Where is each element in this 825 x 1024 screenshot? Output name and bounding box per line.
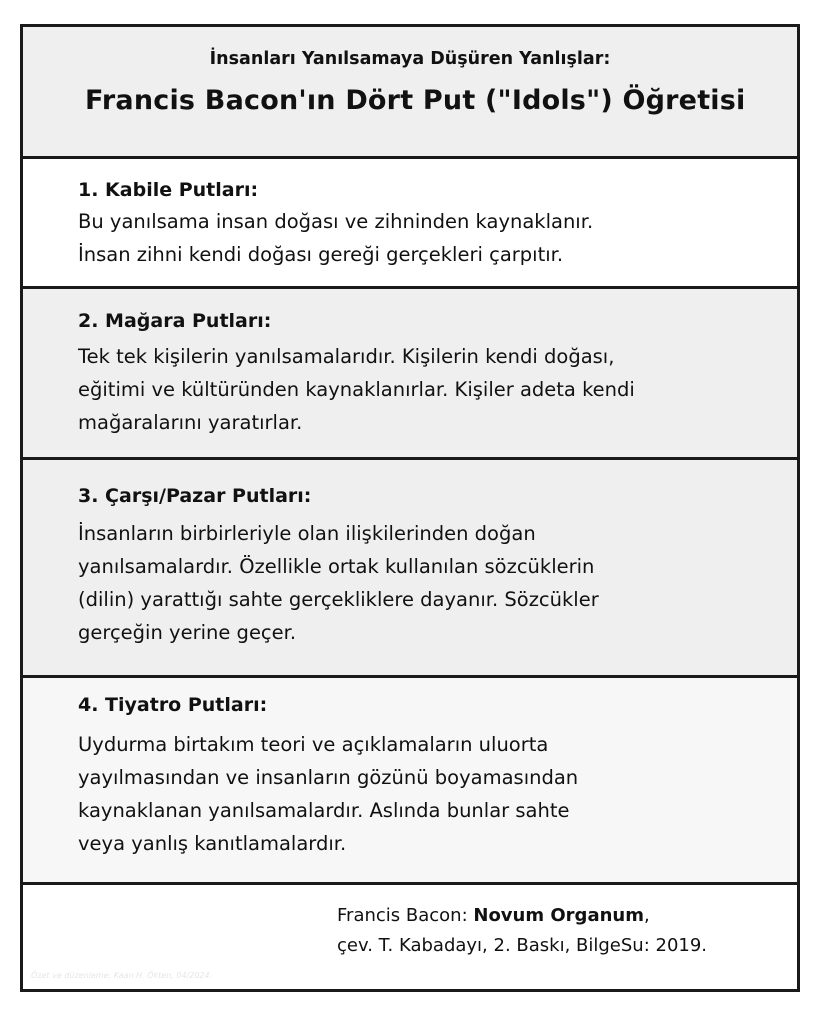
summary-note: Özet ve düzenleme: Kaan H. Ökten, 04/2024. <box>31 971 213 980</box>
idol-section-cave <box>23 289 797 457</box>
idol-title: 4. Tiyatro Putları: <box>78 694 268 716</box>
citation-author: Francis Bacon: <box>337 905 474 926</box>
header-section <box>23 27 797 156</box>
idol-description: Bu yanılsama insan doğası ve zihninden kaynaklanır. İnsan zihni kendi doğası gereği gerçekleri çarpıtır. <box>78 210 594 266</box>
idol-title: 2. Mağara Putları: <box>78 310 272 332</box>
citation-book-title: Novum Organum <box>473 905 644 926</box>
idol-description: İnsanların birbirleriyle olan ilişkilerinden doğan yanılsamalardır. Özellikle ortak kullanılan sözcüklerin (dilin) yarattığı sahte gerçekliklere dayanır. Sözcükler gerçeğin yerine geçer. <box>78 522 599 644</box>
idol-title: 1. Kabile Putları: <box>78 179 259 201</box>
idol-description: Uydurma birtakım teori ve açıklamaların uluorta yayılmasından ve insanların gözünü boyamasından kaynaklanan yanılsamalardır. Aslında bunlar sahte veya yanlış kanıtlamalardır. <box>78 733 579 855</box>
citation-edition: çev. T. Kabadayı, 2. Baskı, BilgeSu: 2019. <box>337 935 708 956</box>
citation-line-1 <box>337 901 777 931</box>
header-subtitle: İnsanları Yanılsamaya Düşüren Yanlışlar: <box>209 49 611 69</box>
idol-section-marketplace <box>23 460 797 675</box>
citation <box>337 901 777 961</box>
infographic-frame <box>20 24 800 992</box>
citation-comma: , <box>643 905 650 926</box>
idol-description: Tek tek kişilerin yanılsamalarıdır. Kişilerin kendi doğası, eğitimi ve kültüründen kaynaklanırlar. Kişiler adeta kendi mağaralarını yaratırlar. <box>78 345 635 434</box>
idol-title: 3. Çarşı/Pazar Putları: <box>78 485 312 507</box>
page-title: Francis Bacon'ın Dört Put ("Idols") Öğretisi <box>85 85 746 116</box>
footer-section <box>23 885 797 989</box>
idol-section-tribe <box>23 159 797 286</box>
idol-section-theatre <box>23 678 797 882</box>
